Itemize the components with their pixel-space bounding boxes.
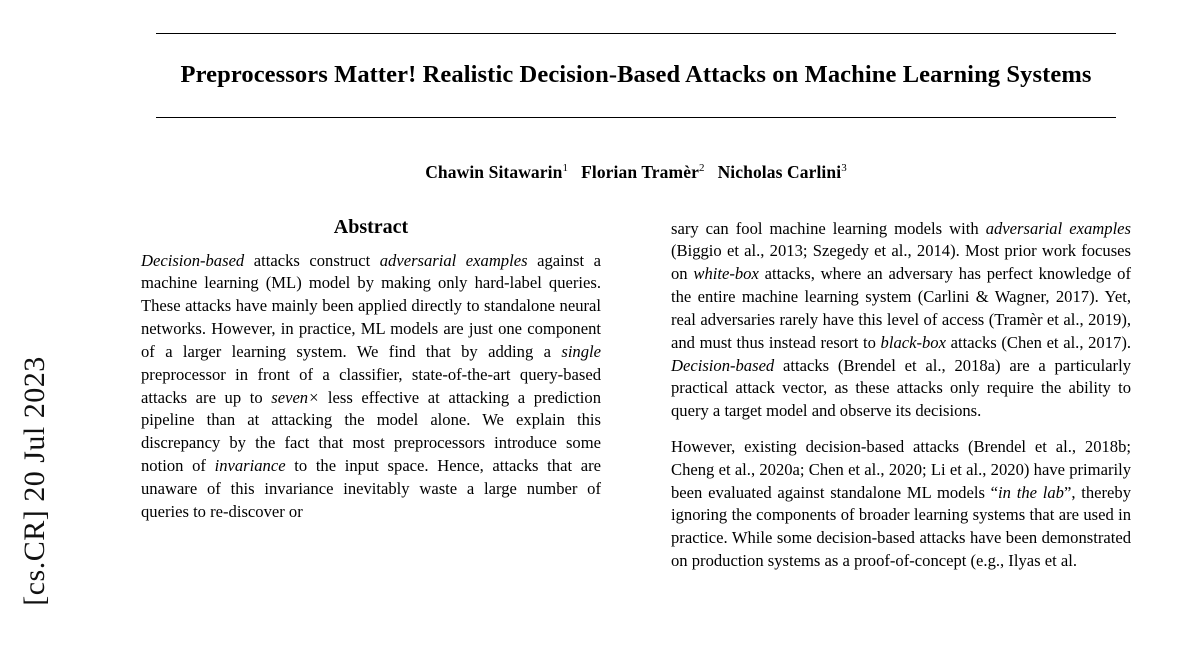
paper-page	[72, 0, 1200, 648]
author-entry	[425, 162, 568, 182]
column-left	[141, 216, 601, 586]
page-title: Preprocessors Matter! Realistic Decision-Based Attacks on Machine Learning Systems	[180, 61, 1092, 88]
intro-paragraph-2: However, existing decision-based attacks (Brendel et al., 2018b; Cheng et al., 2020a; Chen et al., 2020; Li et al., 2020) have primarily been evaluated against standalone ML models “in the lab”, thereby ignoring the components of broader learning systems that are used in practice. While some decision-based attacks have been demonstrated on production systems as a proof-of-concept (e.g., Ilyas et al.	[671, 436, 1131, 570]
abstract-paragraph: Decision-based attacks construct adversarial examples against a machine learning (ML) model by making only hard-label queries. These attacks have mainly been applied directly to standalone neural networks. However, in practice, ML models are just one component of a larger learning system. We find that by adding a single preprocessor in front of a classifier, state-of-the-art query-based attacks are up to seven× less effective at attacking a prediction pipeline than at attacking the model alone. We explain this discrepancy by the fact that most preprocessors introduce some notion of invariance to the input space. Hence, attacks that are unaware of this invariance inevitably waste a large number of queries to re-discover or	[141, 250, 601, 521]
column-right	[671, 216, 1131, 586]
author-affiliation-marker: 1	[562, 161, 569, 174]
intro-paragraph-1: sary can fool machine learning models with adversarial examples (Biggio et al., 2013; Szegedy et al., 2014). Most prior work focuses on white-box attacks, where an adversary has perfect knowledge of the entire machine learning system (Carlini & Wagner, 2017). Yet, real adversaries rarely have this level of access (Tramèr et al., 2019), and must thus instead resort to black-box attacks (Chen et al., 2017). Decision-based attacks (Brendel et al., 2018a) are a particularly practical attack vector, as these attacks only require the ability to query a target model and observe its decisions.	[671, 218, 1131, 421]
author-name: Nicholas Carlini	[717, 161, 842, 182]
arxiv-vertical-stamp	[0, 0, 72, 648]
author-list	[156, 118, 1116, 183]
author-name: Chawin Sitawarin	[425, 161, 563, 182]
author-affiliation-marker: 2	[698, 161, 705, 174]
author-name: Florian Tramèr	[581, 161, 699, 182]
arxiv-stamp-text: [cs.CR] 20 Jul 2023	[18, 356, 51, 606]
two-column-body	[141, 183, 1131, 586]
author-entry	[718, 162, 847, 182]
author-entry	[581, 162, 705, 182]
abstract-heading: Abstract	[333, 215, 409, 238]
author-affiliation-marker: 3	[841, 161, 847, 174]
